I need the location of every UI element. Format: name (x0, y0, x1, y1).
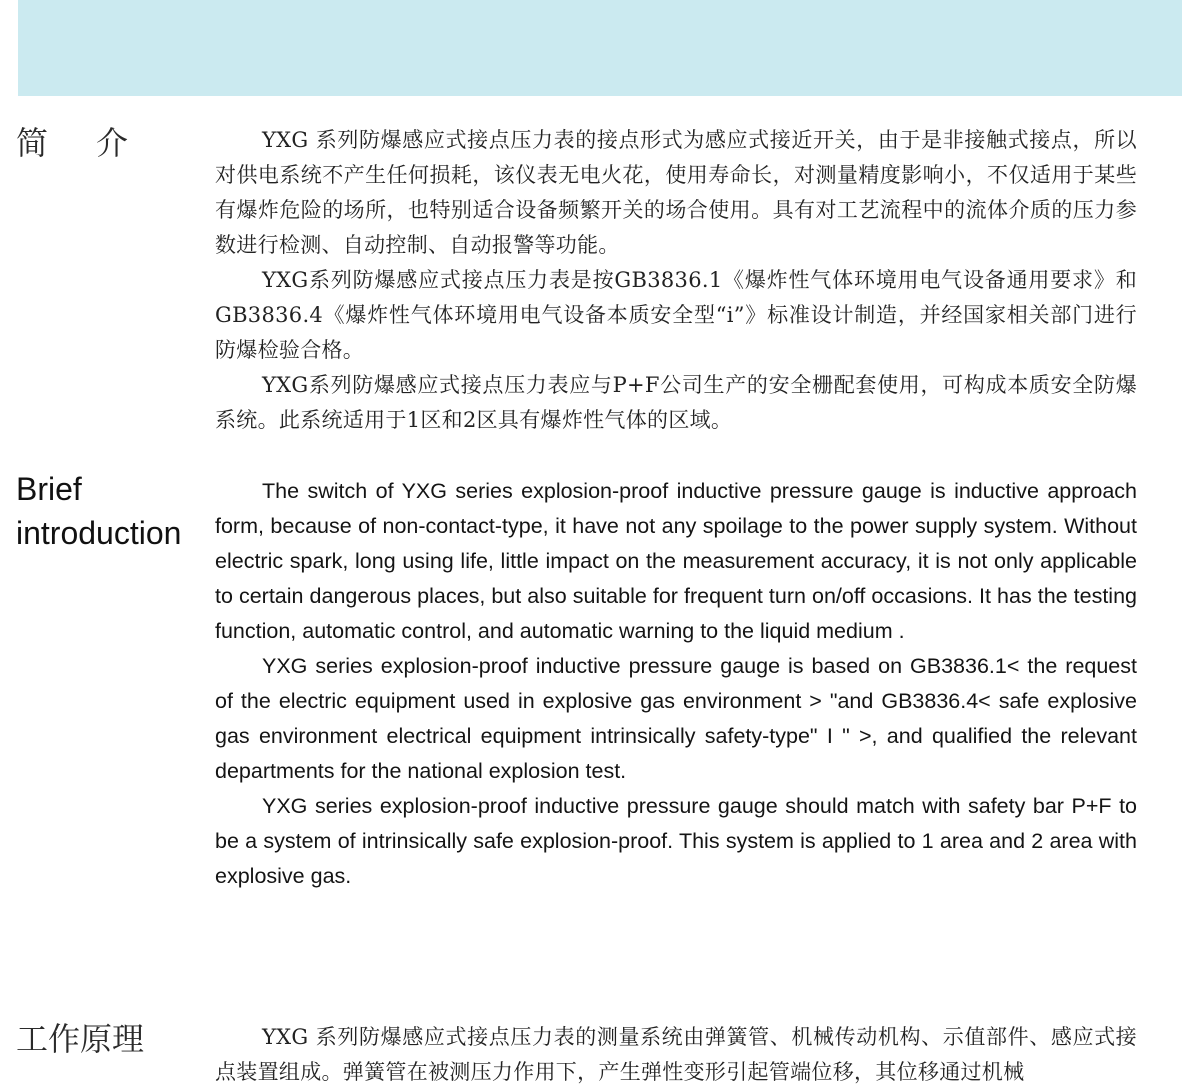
intro-en-paragraph: YXG series explosion-proof inductive pressure gauge is based on GB3836.1< the request of the electric equipment used in explosive gas environment > "and GB3836.4< safe explosive gas environment electrical equipment intrinsically safety-type" I " >, and qualified the relevant departments for the national explosion test. (215, 654, 1137, 783)
intro-cn-paragraph: YXG 系列防爆感应式接点压力表的接点形式为感应式接近开关，由于是非接触式接点，所以对供电系统不产生任何损耗，该仪表无电火花，使用寿命长，对测量精度影响小，不仅适用于某些有爆炸危险的场所，也特别适合设备频繁开关的场合使用。具有对工艺流程中的流体介质的压力参数进行检测、自动控制、自动报警等功能。 (215, 128, 1137, 257)
intro-cn-heading: 简介 (16, 124, 177, 162)
intro-en-paragraph: The switch of YXG series explosion-proof inductive pressure gauge is inductive approach form, because of non-contact-type, it have not any spoilage to the power supply system. Without electric spark, long using life, little impact on the measurement accuracy, it is not only applicable to certain dangerous places, but also suitable for frequent turn on/off occasions. It has the testing function, automatic control, and automatic warning to the liquid medium . (215, 479, 1137, 643)
principle-cn-heading: 工作原理 (16, 1020, 145, 1058)
intro-en-heading (16, 467, 181, 555)
intro-en-heading-line2: introduction (16, 515, 182, 551)
intro-cn-paragraph: YXG系列防爆感应式接点压力表是按GB3836.1《爆炸性气体环境用电气设备通用要求》和GB3836.4《爆炸性气体环境用电气设备本质安全型“i”》标准设计制造，并经国家相关部门进行防爆检验合格。 (215, 268, 1137, 362)
intro-cn-body (215, 123, 1137, 438)
principle-cn-paragraph: YXG 系列防爆感应式接点压力表的测量系统由弹簧管、机械传动机构、示值部件、感应式接点装置组成。弹簧管在被测压力作用下，产生弹性变形引起管端位移，其位移通过机械 (215, 1025, 1137, 1084)
intro-en-body (215, 474, 1137, 894)
intro-en-paragraph: YXG series explosion-proof inductive pressure gauge should match with safety bar P+F to be a system of intrinsically safe explosion-proof. This system is applied to 1 area and 2 area with explosive gas. (215, 794, 1137, 888)
intro-en-heading-line1: Brief (16, 471, 82, 507)
intro-cn-paragraph: YXG系列防爆感应式接点压力表应与P+F公司生产的安全栅配套使用，可构成本质安全防爆系统。此系统适用于1区和2区具有爆炸性气体的区域。 (215, 373, 1137, 432)
header-banner (18, 0, 1182, 96)
principle-cn-body (215, 1020, 1137, 1090)
